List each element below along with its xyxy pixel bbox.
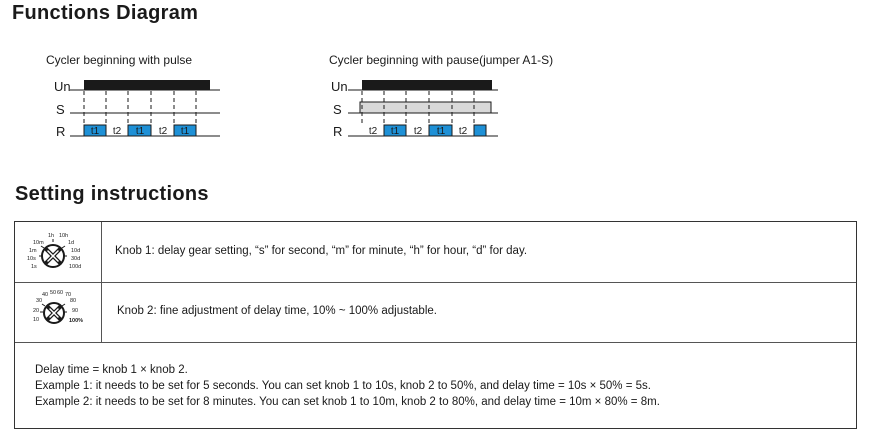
pulse-label-3: t1 [135,126,145,137]
pulse-label-2: t2 [112,126,122,137]
pulse-label-2: t1 [390,126,400,137]
knob-1-description: Knob 1: delay gear setting, “s” for second, “m” for minute, “h” for hour, “d” for day. [115,245,528,257]
svg-text:30: 30 [36,298,43,304]
knob-2-dial-icon [21,288,97,336]
svg-text:1s: 1s [31,264,37,270]
svg-text:10: 10 [33,317,40,323]
pulse-label-4: t2 [158,126,168,137]
pulse-label-5: t1 [180,126,190,137]
pulse-label-1: t2 [368,126,378,137]
knob-2-description: Knob 2: fine adjustment of delay time, 10% ~ 100% adjustable. [117,305,437,317]
svg-text:10m: 10m [33,240,44,246]
svg-text:50: 50 [50,290,57,296]
functions-diagram-heading: Functions Diagram [12,2,199,24]
signal-r-label: R [333,124,343,139]
svg-text:70: 70 [65,292,72,298]
example-2: Example 2: it needs to be set for 8 minutes. You can set knob 1 to 10m, knob 2 to 80%, and delay time = 10m × 80% = 8m. [35,396,660,408]
svg-text:10h: 10h [59,233,69,239]
svg-text:10d: 10d [71,248,81,254]
signal-s-label: S [333,102,342,117]
delay-time-formula: Delay time = knob 1 × knob 2. [35,364,188,376]
diagram-pause-title: Cycler beginning with pause(jumper A1-S) [329,53,554,67]
timing-diagram-pulse [70,75,230,145]
svg-text:20: 20 [33,308,40,314]
r-pulse-6 [474,125,486,136]
signal-s-label: S [56,102,65,117]
svg-text:60: 60 [57,290,64,296]
settings-table [14,221,857,429]
row-divider [15,342,856,343]
pulse-label-5: t2 [458,126,468,137]
svg-text:40: 40 [42,292,49,298]
row-divider [15,282,856,283]
s-bar [360,102,491,113]
svg-text:1m: 1m [29,248,37,254]
pulse-label-3: t2 [413,126,423,137]
svg-text:10s: 10s [27,256,36,262]
pulse-label-1: t1 [90,126,100,137]
svg-text:100%: 100% [69,318,84,324]
svg-text:80: 80 [70,298,77,304]
un-bar [362,80,492,90]
svg-text:30d: 30d [71,256,81,262]
svg-text:1h: 1h [48,233,55,239]
timing-diagram-pause [348,75,508,145]
svg-text:100d: 100d [69,264,82,270]
example-1: Example 1: it needs to be set for 5 seconds. You can set knob 1 to 10s, knob 2 to 50%, and delay time = 10s × 50% = 5s. [35,380,651,392]
knob-1-dial-icon [21,228,97,276]
column-divider [101,222,102,342]
svg-text:90: 90 [72,308,79,314]
diagram-pulse-title: Cycler beginning with pulse [46,53,193,67]
signal-r-label: R [56,124,66,139]
un-bar [84,80,210,90]
pulse-label-4: t1 [436,126,446,137]
signal-un-label: Un [54,79,71,94]
setting-instructions-heading: Setting instructions [15,183,209,205]
svg-text:1d: 1d [68,240,75,246]
signal-un-label: Un [331,79,348,94]
